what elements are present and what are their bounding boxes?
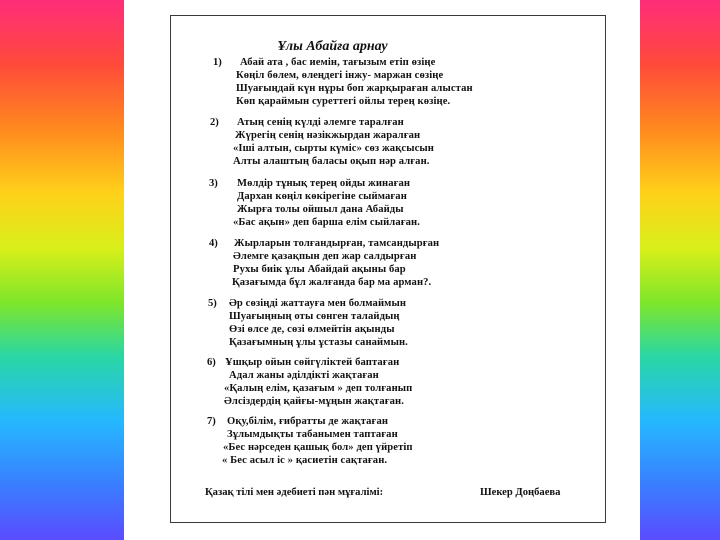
poem-line: Зұлымдықты табанымен таптаған (227, 429, 398, 440)
poem-line: Көңіл бөлем, өлеңдегі інжу- маржан сөзіңе (236, 70, 444, 81)
poem-line: Атың сенің күлді әлемге таралған (237, 117, 404, 128)
author-name: Шекер Доңбаева (480, 487, 561, 498)
poem-line: Ұшқыр ойын сөйгүліктей баптаған (225, 357, 400, 368)
poem-line: Жырларын толғандырған, тамсандырған (234, 238, 440, 249)
poem-line: Жүрегің сенің нәзікжырдан жаралған (235, 130, 421, 141)
poem-line: « Бес асыл іс » қасиетін сақтаған. (222, 455, 388, 466)
poem-line: Дархан көңіл көкірегіне сыймаған (237, 191, 407, 202)
poem-title: Ұлы Абайға арнау (277, 39, 388, 54)
poem-line: Көп қараймын суреттегі ойлы терең көзіңе. (236, 96, 451, 107)
poem-line: Рухы биік ұлы Абайдай ақыны бар (233, 264, 406, 275)
poem-line: Қазағымда бұл жалғанда бар ма арман?. (232, 277, 432, 288)
stanza-number: 5) (208, 298, 217, 309)
poem-line: «Іші алтын, сырты күміс» сөз жақсысын (233, 143, 434, 154)
poem-line: Қазағымның ұлы ұстазы санаймын. (229, 337, 408, 348)
poem-line: Адал жаны әділдікті жақтаған (229, 370, 379, 381)
stanza-number: 2) (210, 117, 219, 128)
poem-line: Әр сөзіңді жаттауға мен болмаймын (229, 298, 407, 309)
poem-line: Шуағыңның оты сөнген талайдың (229, 311, 400, 322)
poem-line: Шуағыңдай күн нұры боп жарқыраған алыстан (236, 83, 473, 94)
poem-line: Алты алаштың баласы оқып нәр алған. (233, 156, 430, 167)
poem-line: Оқу,білім, ғибратты де жақтаған (227, 416, 389, 427)
stanza-number: 3) (209, 178, 218, 189)
stanza-number: 7) (207, 416, 216, 427)
poem-line: Абай ата , бас иемін, тағызым етіп өзіңе (240, 57, 436, 68)
stanza-number: 4) (209, 238, 218, 249)
poem-line: Әлемге қазақпын деп жар салдырған (233, 251, 417, 262)
author-role: Қазақ тілі мен әдебиеті пән мұғалімі: (205, 487, 384, 498)
poem-line: «Қалың елім, қазағым » деп толғанып (224, 383, 413, 394)
poem-line: Өзі өлсе де, сөзі өлмейтін ақынды (229, 324, 395, 335)
poem-line: Жырға толы ойшыл дана Абайды (237, 204, 404, 215)
stanza-number: 6) (207, 357, 216, 368)
poem-line: «Бас ақын» деп барша елім сыйлаған. (233, 217, 420, 228)
poem-line: «Бес нәрседен қашық бол» деп үйретіп (223, 442, 413, 453)
poem-line: Әлсіздердің қайғы-мұңын жақтаған. (224, 396, 404, 407)
poem-line: Мөлдір тұнық терең ойды жинаған (237, 178, 411, 189)
stanza-number: 1) (213, 57, 222, 68)
